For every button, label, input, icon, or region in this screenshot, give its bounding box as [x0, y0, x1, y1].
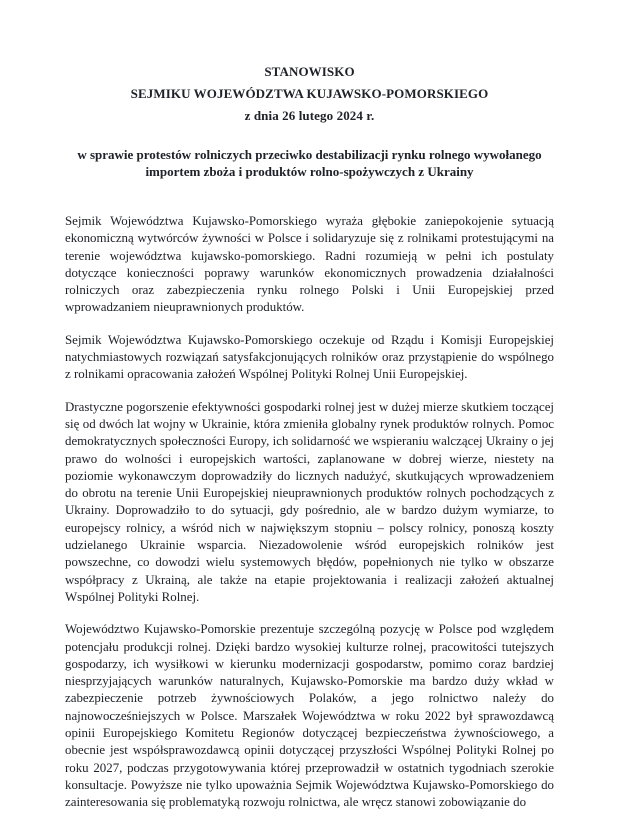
document-content — [65, 0, 554, 827]
subject-line-2: importem zboża i produktów rolno-spożywczych z Ukrainy — [145, 163, 474, 179]
document-date: z dnia 26 lutego 2024 r. — [244, 108, 375, 123]
subject-line-1: w sprawie protestów rolniczych przeciwko destabilizacji rynku rolnego wywołanego — [77, 147, 542, 162]
document-issuer: SEJMIKU WOJEWÓDZTWA KUJAWSKO-POMORSKIEGO — [130, 86, 489, 101]
paragraph-3: Drastyczne pogorszenie efektywności gospodarki rolnej jest w dużej mierze skutkiem toczącej się od dwóch lat wojny w Ukrainie, która zmieniła globalny rynek produktów rolnych. Pomoc demokratycznych społeczności Europy, ich solidarność we wspieraniu walczącej Ukrainy o jej prawo do wolności i europejskich wartości, zaplanowane w dobrej wierze, niestety na poziomie wykonawczym doprowadziły do licznych nadużyć, skutkujących wprowadzeniem do obrotu na terenie Unii Europejskiej nieuprawnionych produktów rolnych pochodzących z Ukrainy. Doprowadziło to do sytuacji, gdy pośrednio, ale w bardzo dużym wymiarze, to europejscy rolnicy, a wśród nich w największym stopniu – polscy rolnicy, ponoszą koszty udzielanego Ukrainie wsparcia. Niezadowolenie wśród europejskich rolników jest powszechne, co dowodzi wielu systemowych błędów, popełnionych nie tylko w obszarze współpracy z Ukrainą, ale także na etapie projektowania i realizacji założeń aktualnej Wspólnej Polityki Rolnej. — [65, 399, 554, 604]
document-body — [65, 213, 554, 812]
document-type-title: STANOWISKO — [264, 64, 355, 79]
paragraph-1: Sejmik Województwa Kujawsko-Pomorskiego wyraża głębokie zaniepokojenie sytuacją ekonomiczną wytwórców żywności w Polsce i solidaryzuje się z rolnikami protestującymi na terenie województwa kujawsko-pomorskiego. Radni rozumieją w pełni ich postulaty dotyczące konieczności poprawy warunków ekonomicznych prowadzenia działalności rolniczych oraz zabezpieczenia rynku rolnego Polski i Unii Europejskiej przed wprowadzaniem nieuprawnionych produktów. — [65, 214, 554, 315]
paragraph-4: Województwo Kujawsko-Pomorskie prezentuje szczególną pozycję w Polsce pod względem potencjału produkcji rolnej. Dzięki bardzo wysokiej kulturze rolnej, pracowitości tutejszych gospodarzy, ich wysiłkowi w kierunku modernizacji gospodarstw, pomimo coraz bardziej niesprzyjających warunków naturalnych, Kujawsko-Pomorskie ma bardzo duży wkład w zabezpieczenie potrzeb żywnościowych Polaków, a jego rolnictwo należy do najnowocześniejszych w Polsce. Marszałek Województwa w roku 2022 był sprawozdawcą opinii Europejskiego Komitetu Regionów dotyczącej bezpieczeństwa żywnościowego, a obecnie jest współsprawozdawcą opinii dotyczącej przyszłości Wspólnej Polityki Rolnej po roku 2027, podczas przygotowywania której przeprowadził w ostatnich tygodniach szerokie konsultacje. Powyższe nie tylko upoważnia Sejmik Województwa Kujawsko-Pomorskiego do zainteresowania się problematyką rozwoju rolnictwa, ale wręcz stanowi zobowiązanie do — [65, 622, 554, 810]
document-subject — [65, 147, 554, 180]
paragraph-2: Sejmik Województwa Kujawsko-Pomorskiego oczekuje od Rządu i Komisji Europejskiej natychmiastowych rozwiązań satysfakcjonujących rolników oraz przystąpienie do wspólnego z rolnikami opracowania założeń Wspólnej Polityki Rolnej Unii Europejskiej. — [65, 332, 554, 382]
document-header — [65, 61, 554, 127]
